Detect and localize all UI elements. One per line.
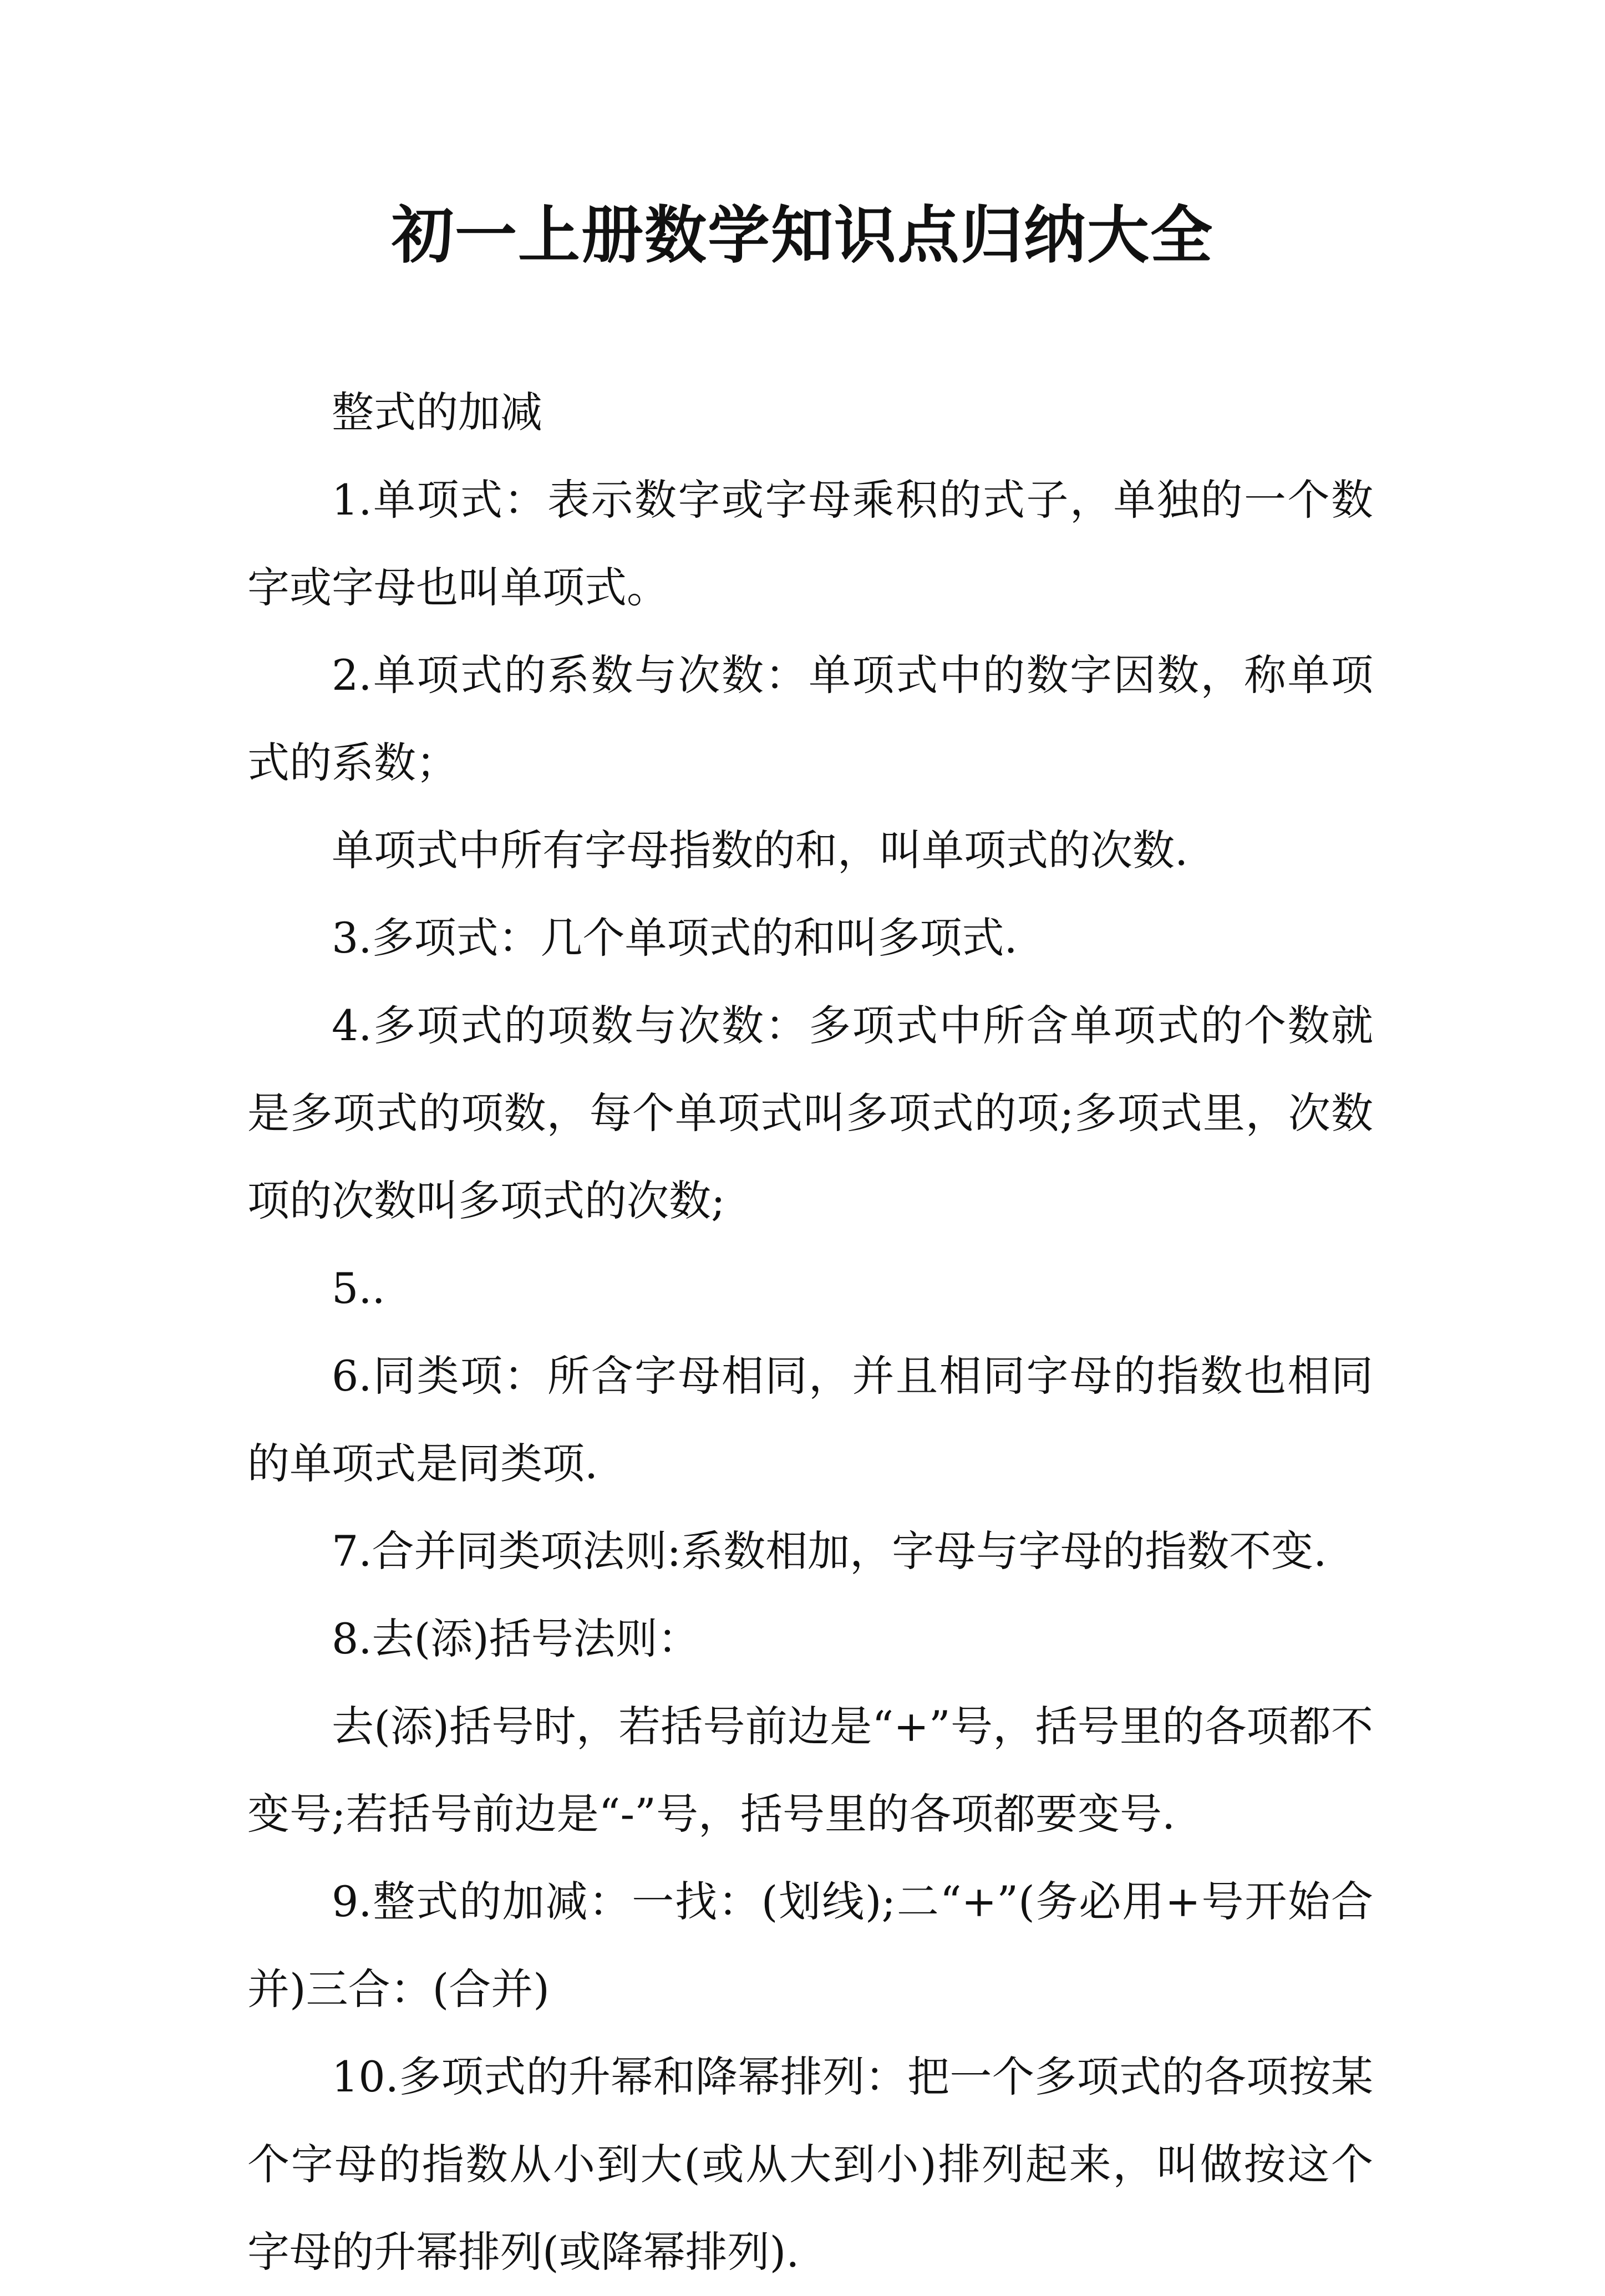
paragraph: 3.多项式：几个单项式的和叫多项式. bbox=[332, 913, 1018, 963]
paragraph: 7.合并同类项法则:系数相加，字母与字母的指数不变. bbox=[332, 1526, 1327, 1576]
paragraph: 10.多项式的升幂和降幂排列：把一个多项式的各项按某个字母的指数从小到大(或从大到小)排列起来，叫做按这个字母的升幂排列(或降幂排列). bbox=[247, 2052, 1373, 2277]
paragraph: 8.去(添)括号法则： bbox=[332, 1614, 700, 1663]
page-title: 初一上册数学知识点归纳大全 bbox=[392, 199, 1213, 272]
paragraph: 5.. bbox=[332, 1264, 385, 1313]
paragraph: 单项式中所有字母指数的和，叫单项式的次数. bbox=[332, 826, 1188, 875]
paragraph: 2.单项式的系数与次数：单项式中的数字因数，称单项式的系数； bbox=[247, 650, 1373, 787]
document-body bbox=[247, 369, 1373, 2296]
paragraph: 4.多项式的项数与次数：多项式中所含单项式的个数就是多项式的项数，每个单项式叫多项式的项;多项式里，次数项的次数叫多项式的次数; bbox=[247, 1001, 1373, 1225]
paragraph: 6.同类项：所含字母相同，并且相同字母的指数也相同的单项式是同类项. bbox=[247, 1351, 1373, 1488]
section-heading: 整式的加减 bbox=[332, 388, 542, 437]
paragraph: 1.单项式：表示数字或字母乘积的式子，单独的一个数字或字母也叫单项式。 bbox=[247, 475, 1373, 612]
paragraph: 去(添)括号时，若括号前边是“+”号，括号里的各项都不变号;若括号前边是“-”号，括号里的各项都要变号. bbox=[247, 1702, 1373, 1839]
paragraph: 9.整式的加减：一找：(划线);二“+”(务必用+号开始合并)三合：(合并) bbox=[247, 1877, 1373, 2014]
